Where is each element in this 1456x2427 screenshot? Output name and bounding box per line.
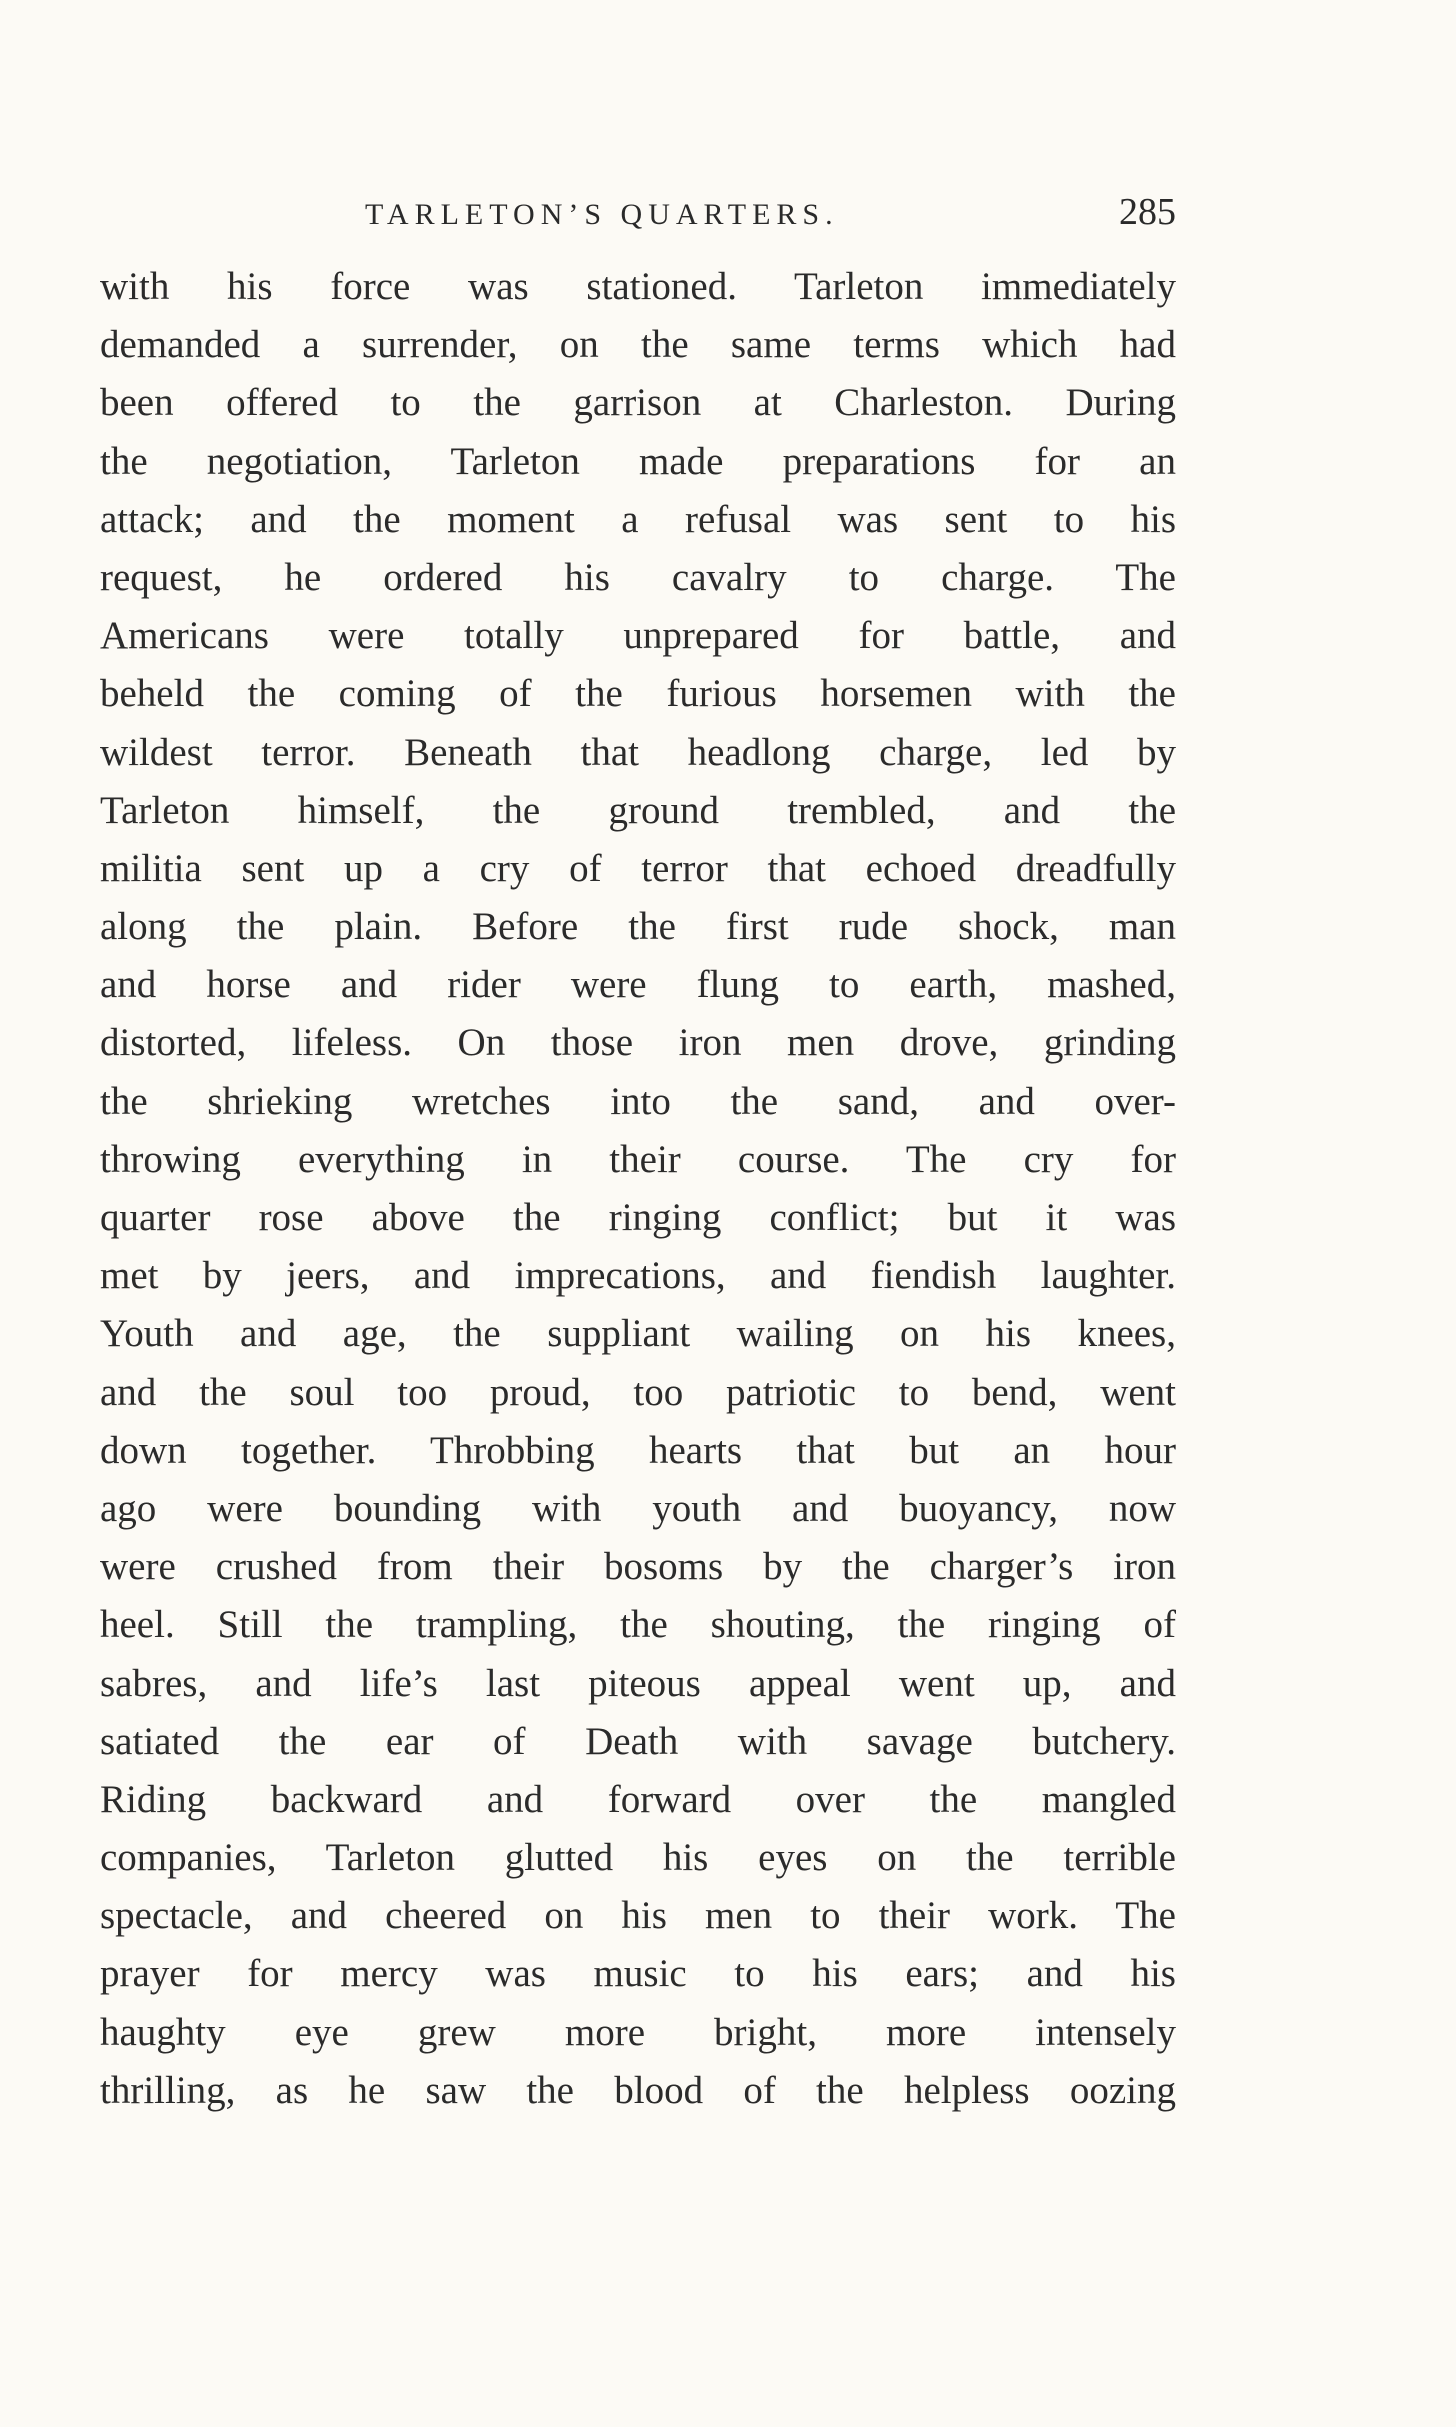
running-head bbox=[100, 190, 1176, 240]
text-line: satiated the ear of Death with savage butchery. bbox=[100, 1719, 1176, 1763]
text-line: the negotiation, Tarleton made preparations for an bbox=[100, 439, 1176, 483]
text-line: wildest terror. Beneath that headlong charge, led by bbox=[100, 730, 1176, 774]
text-line: thrilling, as he saw the blood of the helpless oozing bbox=[100, 2068, 1176, 2112]
running-title: TARLETON’S QUARTERS. bbox=[365, 198, 839, 231]
text-line: Riding backward and forward over the mangled bbox=[100, 1777, 1176, 1821]
text-line: militia sent up a cry of terror that echoed dreadfully bbox=[100, 846, 1176, 890]
text-line: been offered to the garrison at Charleston. During bbox=[100, 381, 1176, 425]
text-line: heel. Still the trampling, the shouting, the ringing of bbox=[100, 1603, 1176, 1647]
text-line: and the soul too proud, too patriotic to bend, went bbox=[100, 1370, 1176, 1414]
text-line: spectacle, and cheered on his men to their work. The bbox=[100, 1894, 1176, 1938]
text-line: Youth and age, the suppliant wailing on his knees, bbox=[100, 1312, 1176, 1356]
text-line: the shrieking wretches into the sand, and over- bbox=[100, 1079, 1176, 1123]
body-text bbox=[100, 258, 1176, 2120]
text-line: request, he ordered his cavalry to charge. The bbox=[100, 555, 1176, 599]
text-line: with his force was stationed. Tarleton immediately bbox=[100, 265, 1176, 308]
text-line: ago were bounding with youth and buoyancy, now bbox=[100, 1486, 1176, 1530]
text-line: distorted, lifeless. On those iron men drove, grinding bbox=[100, 1021, 1176, 1065]
text-line: met by jeers, and imprecations, and fiendish laughter. bbox=[100, 1254, 1176, 1298]
text-line: prayer for mercy was music to his ears; and his bbox=[100, 1952, 1176, 1996]
text-line: throwing everything in their course. The cry for bbox=[100, 1137, 1176, 1181]
page-number: 285 bbox=[1119, 191, 1176, 233]
text-line: along the plain. Before the first rude shock, man bbox=[100, 905, 1176, 949]
text-line: down together. Throbbing hearts that but an hour bbox=[100, 1428, 1176, 1472]
text-line: beheld the coming of the furious horsemen with the bbox=[100, 672, 1176, 716]
text-line: companies, Tarleton glutted his eyes on the terrible bbox=[100, 1836, 1176, 1880]
text-line: were crushed from their bosoms by the charger’s iron bbox=[100, 1545, 1176, 1589]
text-line: demanded a surrender, on the same terms which had bbox=[100, 323, 1176, 367]
text-line: Tarleton himself, the ground trembled, and the bbox=[100, 788, 1176, 832]
text-line: quarter rose above the ringing conflict; but it was bbox=[100, 1196, 1176, 1239]
text-line: sabres, and life’s last piteous appeal went up, and bbox=[100, 1661, 1176, 1705]
text-line: haughty eye grew more bright, more intensely bbox=[100, 2010, 1176, 2054]
text-line: Americans were totally unprepared for battle, and bbox=[100, 614, 1176, 658]
text-line: and horse and rider were flung to earth, mashed, bbox=[100, 963, 1176, 1007]
text-line: attack; and the moment a refusal was sent to his bbox=[100, 497, 1176, 541]
